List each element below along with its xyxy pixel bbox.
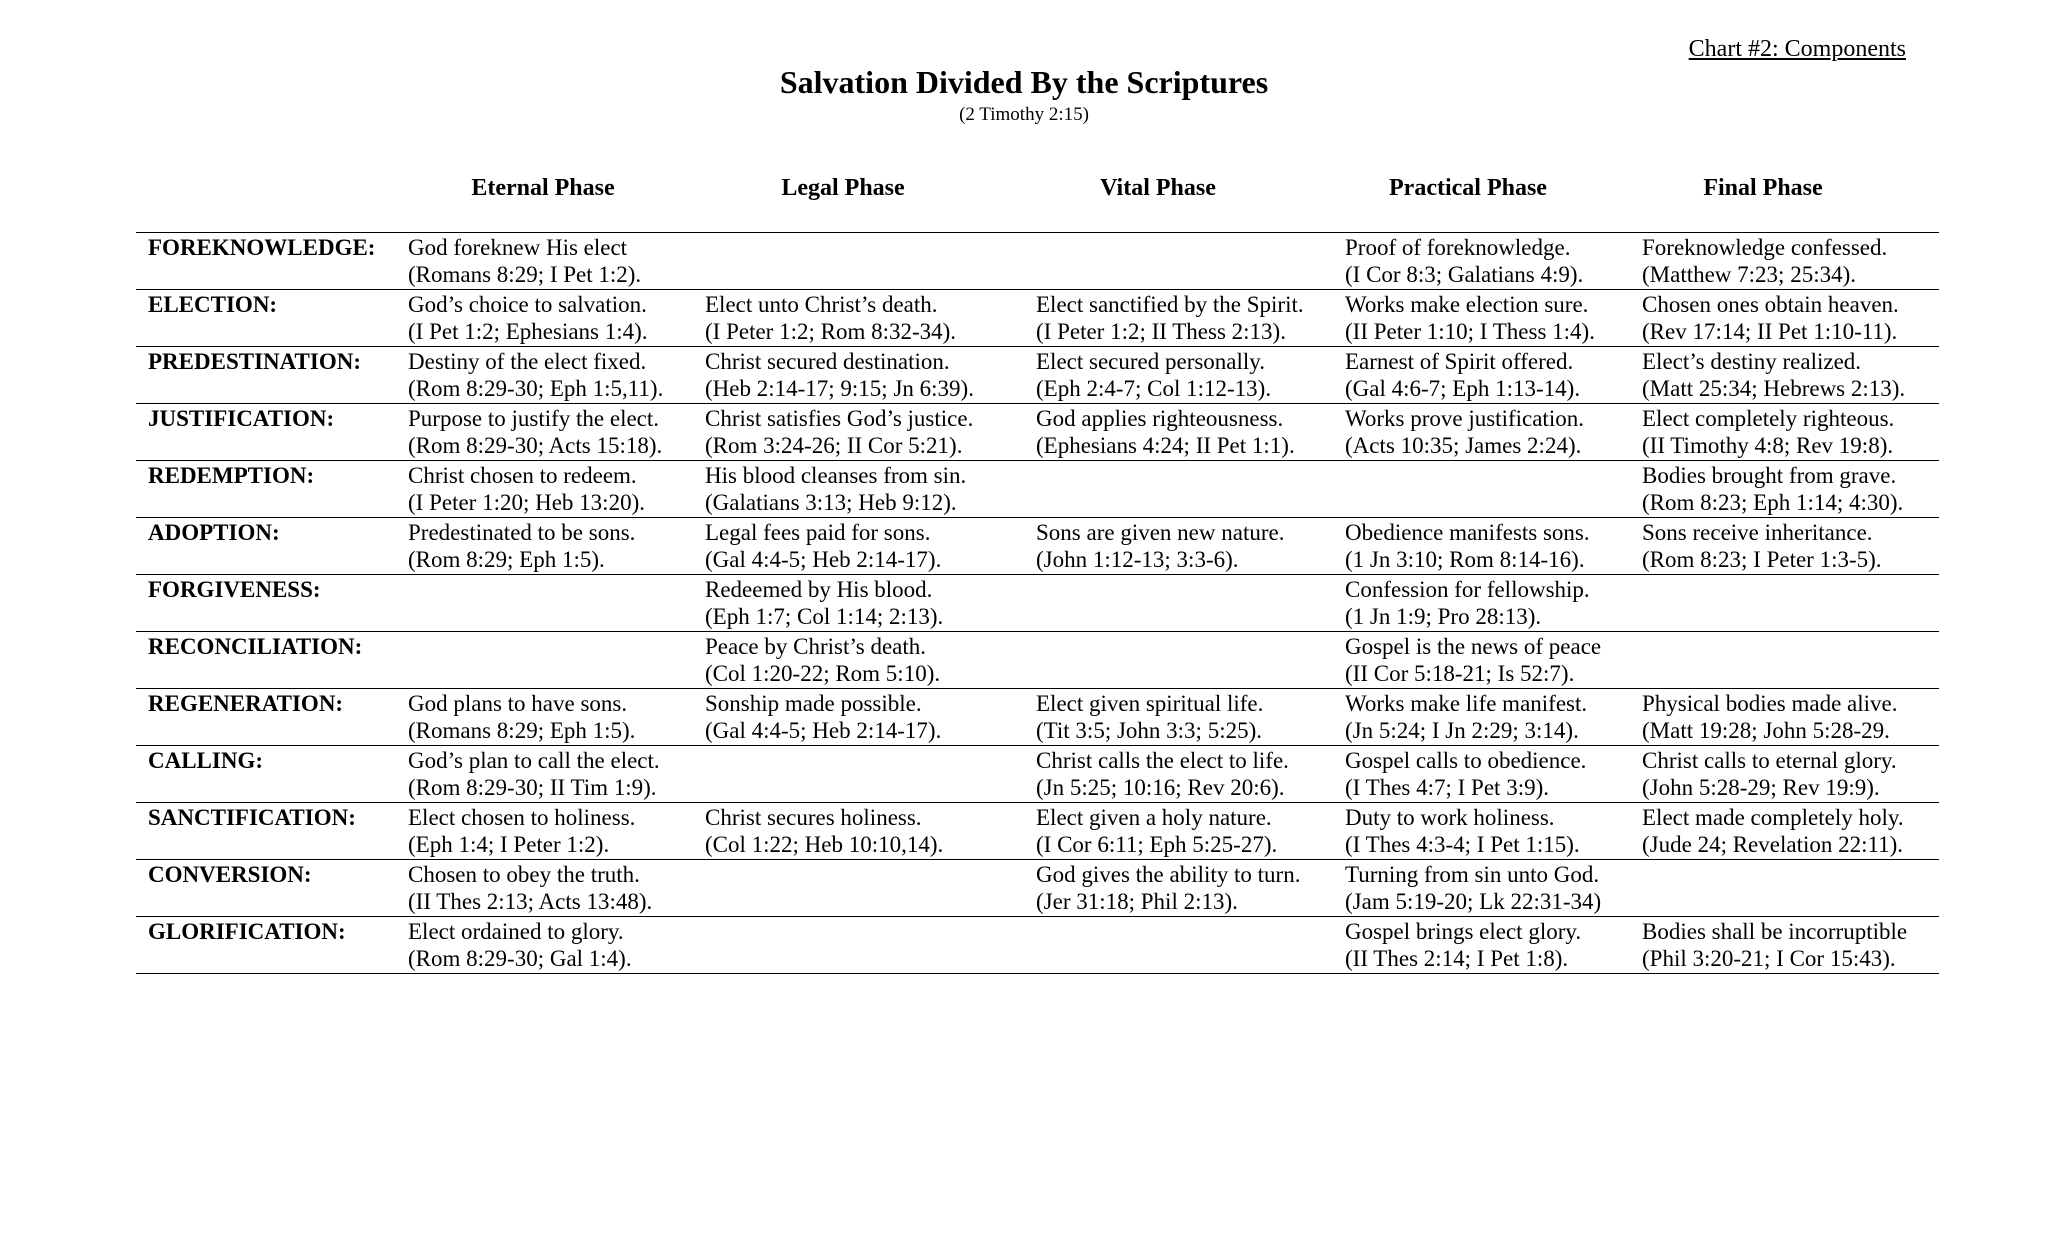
cell-statement: Elect chosen to holiness.: [408, 805, 636, 830]
cell-statement: Gospel is the news of peace: [1345, 634, 1602, 659]
cell-statement: God gives the ability to turn.: [1036, 862, 1301, 887]
phase-header-practical: Practical Phase: [1389, 175, 1547, 201]
cell-reference: (Jn 5:25; 10:16; Rev 20:6).: [1036, 775, 1285, 800]
cell-final: [1632, 689, 1939, 746]
cell-reference: (Rom 8:23; Eph 1:14; 4:30).: [1642, 490, 1904, 515]
phase-header-legal: Legal Phase: [781, 175, 905, 201]
doctrine-term: JUSTIFICATION:: [136, 404, 398, 461]
cell-statement: Sons are given new nature.: [1036, 520, 1285, 545]
cell-vital: [1026, 632, 1335, 689]
cell-practical: [1335, 233, 1632, 290]
cell-legal: [695, 632, 1026, 689]
doctrine-term: CALLING:: [136, 746, 398, 803]
cell-final: [1632, 233, 1939, 290]
cell-final: [1632, 518, 1939, 575]
cell-eternal: [398, 575, 695, 632]
cell-reference: (Eph 1:4; I Peter 1:2).: [408, 832, 610, 857]
cell-reference: (Phil 3:20-21; I Cor 15:43).: [1642, 946, 1896, 971]
doctrine-term: REGENERATION:: [136, 689, 398, 746]
cell-vital: [1026, 518, 1335, 575]
chart-label: Chart #2: Components: [1688, 36, 1906, 62]
cell-reference: (Rom 3:24-26; II Cor 5:21).: [705, 433, 963, 458]
cell-statement: God applies righteousness.: [1036, 406, 1284, 431]
table-row: [136, 290, 1939, 347]
cell-eternal: [398, 746, 695, 803]
cell-practical: [1335, 290, 1632, 347]
table-row: [136, 917, 1939, 974]
doctrine-term: FOREKNOWLEDGE:: [136, 233, 398, 290]
cell-statement: Works make life manifest.: [1345, 691, 1588, 716]
cell-statement: Predestinated to be sons.: [408, 520, 636, 545]
cell-statement: Christ calls to eternal glory.: [1642, 748, 1897, 773]
phase-header-vital: Vital Phase: [1100, 175, 1216, 201]
doctrine-term: GLORIFICATION:: [136, 917, 398, 974]
cell-reference: (Rom 8:29-30; Eph 1:5,11).: [408, 376, 664, 401]
cell-eternal: [398, 347, 695, 404]
cell-reference: (I Peter 1:2; Rom 8:32-34).: [705, 319, 957, 344]
cell-practical: [1335, 917, 1632, 974]
cell-eternal: [398, 518, 695, 575]
cell-statement: Foreknowledge confessed.: [1642, 235, 1888, 260]
cell-statement: God’s plan to call the elect.: [408, 748, 660, 773]
cell-reference: (Matt 19:28; John 5:28-29.: [1642, 718, 1890, 743]
doctrine-term: FORGIVENESS:: [136, 575, 398, 632]
table-row: [136, 518, 1939, 575]
cell-statement: God plans to have sons.: [408, 691, 628, 716]
doctrine-term: REDEMPTION:: [136, 461, 398, 518]
table-row: [136, 803, 1939, 860]
cell-reference: (II Thes 2:14; I Pet 1:8).: [1345, 946, 1569, 971]
cell-reference: (Rom 8:29-30; II Tim 1:9).: [408, 775, 657, 800]
cell-reference: (Rom 8:29; Eph 1:5).: [408, 547, 605, 572]
cell-statement: Chosen to obey the truth.: [408, 862, 640, 887]
table-row: [136, 233, 1939, 290]
table-row: [136, 632, 1939, 689]
cell-legal: [695, 404, 1026, 461]
cell-statement: Christ satisfies God’s justice.: [705, 406, 974, 431]
cell-reference: (I Thes 4:3-4; I Pet 1:15).: [1345, 832, 1580, 857]
cell-reference: (Heb 2:14-17; 9:15; Jn 6:39).: [705, 376, 974, 401]
table-row: [136, 746, 1939, 803]
cell-final: [1632, 347, 1939, 404]
cell-vital: [1026, 803, 1335, 860]
phase-header-eternal: Eternal Phase: [471, 175, 615, 201]
doctrine-table: [136, 232, 1939, 974]
cell-reference: (Acts 10:35; James 2:24).: [1345, 433, 1582, 458]
cell-legal: [695, 803, 1026, 860]
cell-reference: (II Cor 5:18-21; Is 52:7).: [1345, 661, 1575, 686]
cell-legal: [695, 575, 1026, 632]
doctrine-term: ADOPTION:: [136, 518, 398, 575]
cell-vital: [1026, 461, 1335, 518]
cell-statement: Elect given spiritual life.: [1036, 691, 1264, 716]
cell-eternal: [398, 461, 695, 518]
cell-reference: (John 5:28-29; Rev 19:9).: [1642, 775, 1880, 800]
page-title: Salvation Divided By the Scriptures: [779, 64, 1269, 100]
cell-reference: (Col 1:20-22; Rom 5:10).: [705, 661, 941, 686]
cell-reference: (Jude 24; Revelation 22:11).: [1642, 832, 1904, 857]
cell-statement: Proof of foreknowledge.: [1345, 235, 1571, 260]
cell-final: [1632, 290, 1939, 347]
cell-statement: Elect made completely holy.: [1642, 805, 1904, 830]
cell-statement: Bodies shall be incorruptible: [1642, 919, 1908, 944]
cell-final: [1632, 860, 1939, 917]
cell-final: [1632, 746, 1939, 803]
cell-practical: [1335, 803, 1632, 860]
table-row: [136, 575, 1939, 632]
cell-statement: His blood cleanses from sin.: [705, 463, 967, 488]
cell-reference: (Rom 8:23; I Peter 1:3-5).: [1642, 547, 1882, 572]
cell-statement: Bodies brought from grave.: [1642, 463, 1897, 488]
cell-reference: (Eph 1:7; Col 1:14; 2:13).: [705, 604, 944, 629]
cell-reference: (Ephesians 4:24; II Pet 1:1).: [1036, 433, 1295, 458]
cell-reference: (I Peter 1:2; II Thess 2:13).: [1036, 319, 1286, 344]
cell-reference: (Col 1:22; Heb 10:10,14).: [705, 832, 944, 857]
cell-statement: God’s choice to salvation.: [408, 292, 647, 317]
cell-statement: Duty to work holiness.: [1345, 805, 1555, 830]
cell-legal: [695, 746, 1026, 803]
cell-legal: [695, 233, 1026, 290]
doctrine-term: RECONCILIATION:: [136, 632, 398, 689]
cell-reference: (Gal 4:4-5; Heb 2:14-17).: [705, 718, 942, 743]
cell-reference: (Jer 31:18; Phil 2:13).: [1036, 889, 1238, 914]
cell-vital: [1026, 575, 1335, 632]
cell-statement: God foreknew His elect: [408, 235, 628, 260]
cell-vital: [1026, 404, 1335, 461]
cell-practical: [1335, 404, 1632, 461]
phase-header-final: Final Phase: [1703, 175, 1823, 201]
cell-practical: [1335, 689, 1632, 746]
cell-statement: Chosen ones obtain heaven.: [1642, 292, 1899, 317]
table-row: [136, 347, 1939, 404]
cell-reference: (Gal 4:6-7; Eph 1:13-14).: [1345, 376, 1581, 401]
cell-practical: [1335, 347, 1632, 404]
cell-reference: (Eph 2:4-7; Col 1:12-13).: [1036, 376, 1272, 401]
cell-eternal: [398, 233, 695, 290]
cell-legal: [695, 347, 1026, 404]
cell-reference: (Romans 8:29; Eph 1:5).: [408, 718, 636, 743]
cell-vital: [1026, 347, 1335, 404]
cell-vital: [1026, 860, 1335, 917]
cell-statement: Confession for fellowship.: [1345, 577, 1590, 602]
cell-statement: Turning from sin unto God.: [1345, 862, 1600, 887]
cell-reference: (1 Jn 3:10; Rom 8:14-16).: [1345, 547, 1585, 572]
cell-vital: [1026, 917, 1335, 974]
cell-reference: (I Pet 1:2; Ephesians 1:4).: [408, 319, 648, 344]
cell-statement: Elect’s destiny realized.: [1642, 349, 1862, 374]
cell-practical: [1335, 461, 1632, 518]
cell-statement: Obedience manifests sons.: [1345, 520, 1590, 545]
cell-vital: [1026, 689, 1335, 746]
cell-reference: (1 Jn 1:9; Pro 28:13).: [1345, 604, 1542, 629]
cell-legal: [695, 518, 1026, 575]
cell-final: [1632, 461, 1939, 518]
cell-vital: [1026, 746, 1335, 803]
cell-reference: (Galatians 3:13; Heb 9:12).: [705, 490, 957, 515]
cell-final: [1632, 803, 1939, 860]
cell-reference: (John 1:12-13; 3:3-6).: [1036, 547, 1239, 572]
doctrine-term: SANCTIFICATION:: [136, 803, 398, 860]
cell-practical: [1335, 746, 1632, 803]
cell-statement: Elect given a holy nature.: [1036, 805, 1272, 830]
cell-statement: Works prove justification.: [1345, 406, 1584, 431]
cell-vital: [1026, 233, 1335, 290]
table-row: [136, 461, 1939, 518]
cell-eternal: [398, 917, 695, 974]
cell-statement: Elect secured personally.: [1036, 349, 1266, 374]
cell-reference: (I Thes 4:7; I Pet 3:9).: [1345, 775, 1549, 800]
cell-reference: (Jn 5:24; I Jn 2:29; 3:14).: [1345, 718, 1579, 743]
cell-reference: (Rom 8:29-30; Gal 1:4).: [408, 946, 632, 971]
cell-practical: [1335, 575, 1632, 632]
cell-reference: (II Thes 2:13; Acts 13:48).: [408, 889, 653, 914]
cell-legal: [695, 461, 1026, 518]
cell-eternal: [398, 290, 695, 347]
cell-statement: Christ secured destination.: [705, 349, 950, 374]
cell-statement: Earnest of Spirit offered.: [1345, 349, 1574, 374]
cell-reference: (Matt 25:34; Hebrews 2:13).: [1642, 376, 1906, 401]
cell-practical: [1335, 860, 1632, 917]
cell-reference: (II Peter 1:10; I Thess 1:4).: [1345, 319, 1595, 344]
cell-statement: Christ secures holiness.: [705, 805, 922, 830]
cell-final: [1632, 575, 1939, 632]
doctrine-term: ELECTION:: [136, 290, 398, 347]
cell-legal: [695, 860, 1026, 917]
cell-legal: [695, 917, 1026, 974]
cell-vital: [1026, 290, 1335, 347]
cell-reference: (Gal 4:4-5; Heb 2:14-17).: [705, 547, 942, 572]
table-row: [136, 404, 1939, 461]
cell-statement: Elect sanctified by the Spirit.: [1036, 292, 1304, 317]
doctrine-term: PREDESTINATION:: [136, 347, 398, 404]
cell-reference: (I Cor 8:3; Galatians 4:9).: [1345, 262, 1584, 287]
cell-statement: Purpose to justify the elect.: [408, 406, 660, 431]
cell-practical: [1335, 632, 1632, 689]
cell-statement: Sons receive inheritance.: [1642, 520, 1873, 545]
phase-header-row: [136, 175, 1939, 207]
cell-final: [1632, 917, 1939, 974]
cell-eternal: [398, 404, 695, 461]
cell-statement: Gospel brings elect glory.: [1345, 919, 1582, 944]
cell-statement: Legal fees paid for sons.: [705, 520, 931, 545]
cell-statement: Sonship made possible.: [705, 691, 922, 716]
cell-practical: [1335, 518, 1632, 575]
cell-statement: Gospel calls to obedience.: [1345, 748, 1587, 773]
cell-eternal: [398, 860, 695, 917]
doctrine-table-body: [136, 233, 1939, 974]
table-row: [136, 860, 1939, 917]
doctrine-term: CONVERSION:: [136, 860, 398, 917]
cell-statement: Elect completely righteous.: [1642, 406, 1895, 431]
cell-legal: [695, 689, 1026, 746]
cell-statement: Physical bodies made alive.: [1642, 691, 1898, 716]
cell-statement: Elect unto Christ’s death.: [705, 292, 938, 317]
cell-reference: (Rev 17:14; II Pet 1:10-11).: [1642, 319, 1898, 344]
cell-statement: Christ calls the elect to life.: [1036, 748, 1289, 773]
cell-reference: (Jam 5:19-20; Lk 22:31-34): [1345, 889, 1602, 914]
cell-reference: (II Timothy 4:8; Rev 19:8).: [1642, 433, 1894, 458]
cell-reference: (Matthew 7:23; 25:34).: [1642, 262, 1856, 287]
cell-statement: Christ chosen to redeem.: [408, 463, 637, 488]
cell-statement: Destiny of the elect fixed.: [408, 349, 647, 374]
table-row: [136, 689, 1939, 746]
cell-final: [1632, 404, 1939, 461]
cell-statement: Redeemed by His blood.: [705, 577, 933, 602]
cell-legal: [695, 290, 1026, 347]
cell-eternal: [398, 632, 695, 689]
page-subtitle: (2 Timothy 2:15): [959, 104, 1089, 125]
cell-final: [1632, 632, 1939, 689]
cell-statement: Elect ordained to glory.: [408, 919, 624, 944]
cell-statement: Works make election sure.: [1345, 292, 1589, 317]
cell-eternal: [398, 803, 695, 860]
cell-statement: Peace by Christ’s death.: [705, 634, 927, 659]
cell-reference: (I Cor 6:11; Eph 5:25-27).: [1036, 832, 1278, 857]
cell-eternal: [398, 689, 695, 746]
cell-reference: (Rom 8:29-30; Acts 15:18).: [408, 433, 663, 458]
cell-reference: (I Peter 1:20; Heb 13:20).: [408, 490, 645, 515]
cell-reference: (Tit 3:5; John 3:3; 5:25).: [1036, 718, 1262, 743]
cell-reference: (Romans 8:29; I Pet 1:2).: [408, 262, 642, 287]
